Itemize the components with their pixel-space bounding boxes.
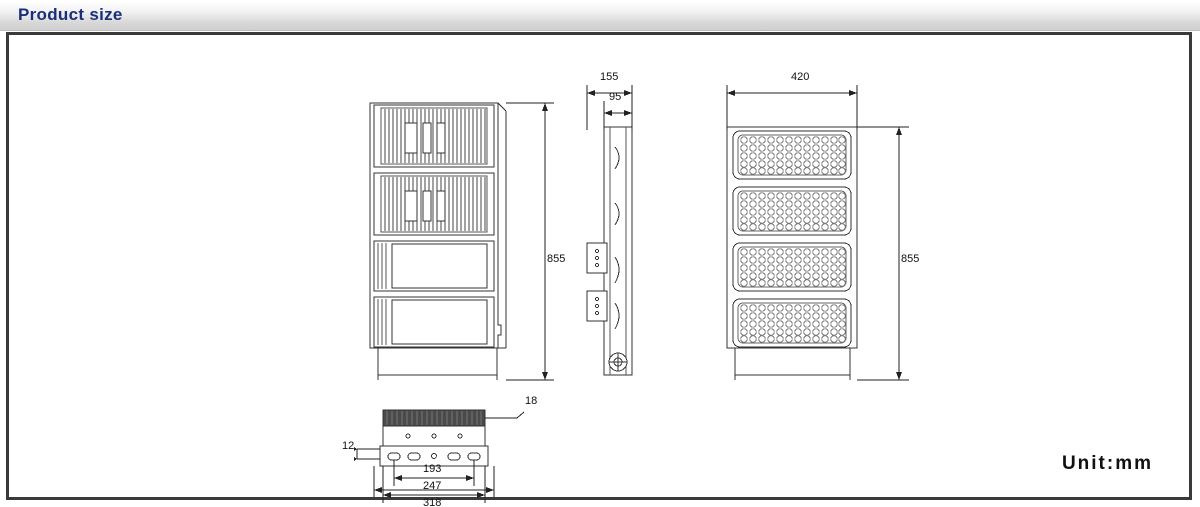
dim-95 xyxy=(604,101,632,130)
technical-drawing xyxy=(9,35,1195,503)
dim-420 xyxy=(727,85,857,130)
dim-label-193: 193 xyxy=(423,463,442,475)
dim-label-18: 18 xyxy=(525,395,538,407)
drawing-frame xyxy=(6,32,1192,507)
dim-label-12: 12 xyxy=(342,440,355,452)
dim-label-155: 155 xyxy=(600,71,619,83)
dim-label-855-front: 855 xyxy=(901,253,920,265)
header-bar xyxy=(0,0,1200,31)
side-view-heatsink xyxy=(370,103,506,380)
edge-view-profile xyxy=(587,127,632,375)
dim-label-247: 247 xyxy=(423,480,442,492)
dim-label-95: 95 xyxy=(609,91,622,103)
page-title: Product size xyxy=(18,5,123,24)
front-view-led-modules xyxy=(727,127,857,380)
bottom-view-bracket xyxy=(354,410,524,466)
unit-separator: : xyxy=(1106,453,1116,474)
dim-855-side xyxy=(506,103,554,380)
unit-label xyxy=(1062,453,1153,475)
dim-label-318: 318 xyxy=(423,497,442,507)
dim-label-855-side: 855 xyxy=(547,253,566,265)
unit-value: mm xyxy=(1115,453,1153,474)
unit-word: Unit xyxy=(1061,453,1107,474)
dim-label-420: 420 xyxy=(791,71,810,83)
